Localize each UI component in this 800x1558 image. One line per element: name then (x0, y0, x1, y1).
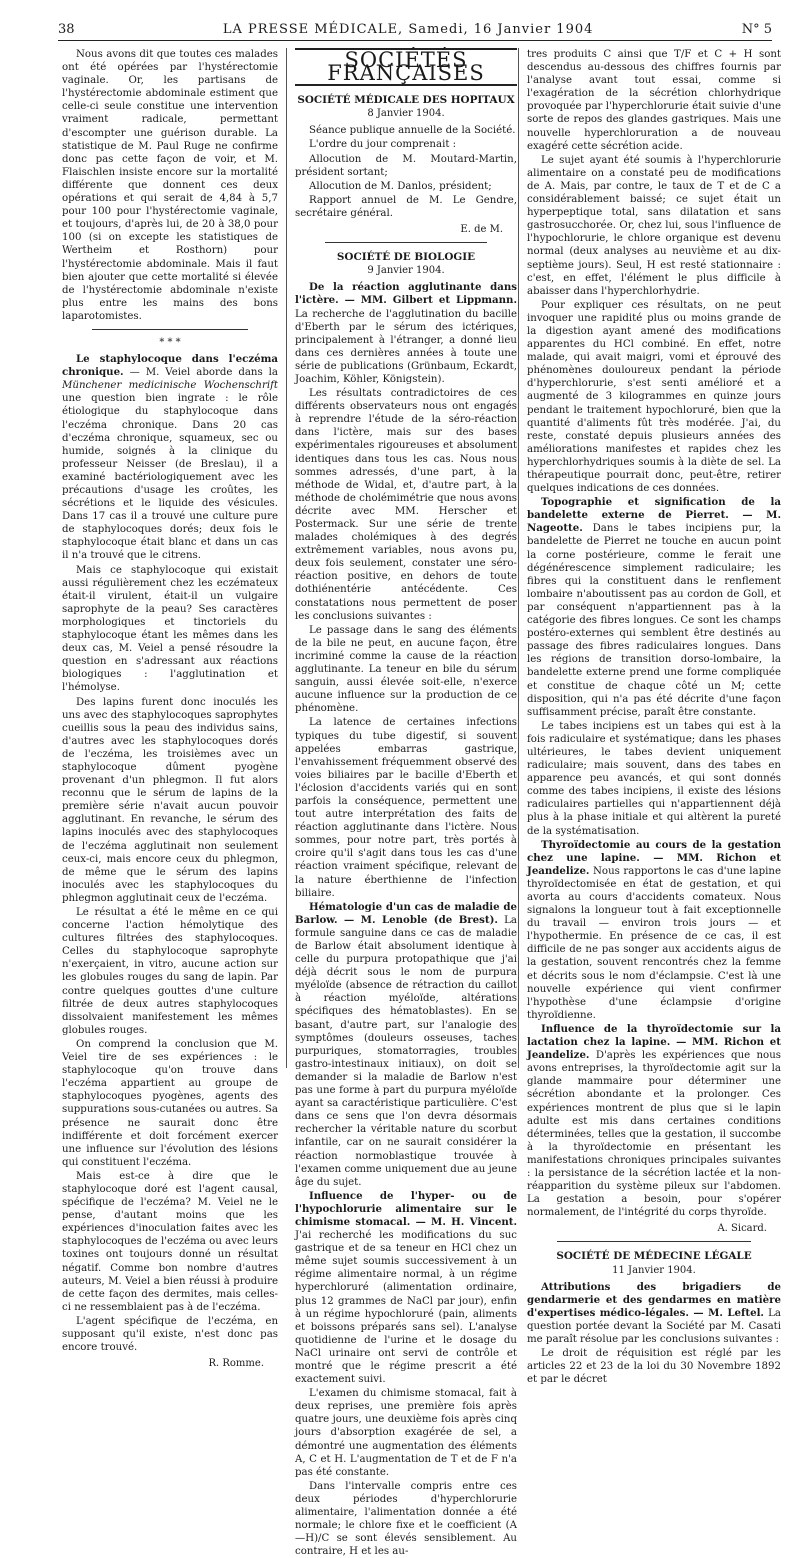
session-date: 8 Janvier 1904. (367, 108, 445, 120)
article-title: Attributions des brigadiers de gendarmerie et des gendarmes en matière d'expertises médico-légales. — M. Leftel. (527, 1280, 781, 1319)
divider (92, 329, 248, 330)
column-3 (518, 48, 781, 1386)
journal-name: Münchener medicinische Wochenschrift (62, 380, 278, 392)
article-title: Hématologie d'un cas de maladie de Barlow. — M. Lenoble (de Brest). (295, 900, 517, 926)
article-agglutination (295, 281, 517, 386)
text-run: La question portée devant la Société par M. Casati me paraît résolue par les conclusions suivantes : (527, 1307, 781, 1345)
issue-number: N° 5 (741, 21, 772, 37)
paragraph: Mais ce staphylocoque qui existait aussi régulièrement chez les eczémateux était-il virulent, était-il un vulgaire saprophyte de la peau? Ses caractères morphologiques et tinctoriels du staphylocoque étant les mêmes dans les deux cas, M. Veiel a pensé résoudre la question en s'adressant aux réactions biologiques : l'agglutination et l'hémolyse. (62, 564, 278, 694)
paragraph: Des lapins furent donc inoculés les uns avec des staphylocoques saprophytes cueillis sous la peau des individus sains, d'autres avec les staphylocoques dorés de l'eczéma, les troisièmes avec un staphylocoque dûment pyogène provenant d'un phlegmon. Il fut alors reconnu que le sérum de lapins de la première série n'avait aucun pouvoir agglutinant. En revanche, le sérum des lapins inoculés avec des staphylocoques de l'eczéma agglutinait non seulement ceux-ci, mais encore ceux du phlegmon, de même que le sérum des lapins inoculés avec les staphylocoques du phlegmon agglutinait ceux de l'eczéma. (62, 696, 278, 904)
society-title: SOCIÉTÉ MÉDICALE DES HOPITAUX (297, 94, 515, 107)
society-title: SOCIÉTÉ DE BIOLOGIE (336, 251, 476, 264)
article-title: Influence de la thyroïdectomie sur la lactation chez la lapine. — MM. Richon et Jeandelize. (527, 1022, 781, 1062)
text-run: La formule sanguine dans ce cas de maladie de Barlow était absolument identique à celle du purpura protopathique que j'ai déjà décrit sous le nom de purpura myéloïde (absence de rétraction du caillot à réaction myéloïde, altérations spécifiques des hématoblastes). En se basant, d'autre part, sur l'analogie des symptômes (douleurs osseuses, taches purpuriques, stomatorragies, troubles gastro-intestinaux initiaux), on doit se demander si la maladie de Barlow n'est pas une forme à part du purpura myéloïde ayant sa caractéristique particulière. C'est dans ce sens que l'on devra désormais rechercher la véritable nature du scorbut infantile, car on ne saurait considérer la réaction normoblastique trouvée à l'examen comme uniquement due au jeune âge du sujet. (295, 914, 517, 1188)
paragraph: Le tabes incipiens est un tabes qui est à la fois radiculaire et systématique; dans les phases ultérieures, le tabes devient uniquement radiculaire; mais souvent, dans des tabes en apparence peu avancés, et qui sont donnés comme des tabes incipiens, il existe des lésions radiculaires partielles qui n'appartiennent déjà plus à la phase initiale et qui altèrent la pureté de la systématisation. (527, 720, 781, 837)
paragraph: Le résultat a été le même en ce qui concerne l'action hémolytique des cultures filtrées des staphylocoques. Celles du staphylocoque saprophyte n'exerçaient, in vitro, aucune action sur les globules rouges du sang de lapin. Par contre quelques gouttes d'une culture filtrée de deux autres staphylocoques dissolvaient manifestement les mêmes globules rouges. (62, 907, 278, 1036)
list-item: Rapport annuel de M. Le Gendre, secrétaire général. (295, 194, 517, 219)
society-title: SOCIÉTÉ DE MÉDECINE LÉGALE (556, 1250, 752, 1263)
paragraph: Les résultats contradictoires de ces différents observateurs nous ont engagés à reprendre l'étude de la séro-réaction dans l'ictère, mais sur des bases expérimentales rigoureuses et absolument identiques dans tous les cas. Nous nous sommes adressés, d'une part, à la méthode de Widal, et, d'autre part, à la méthode de cholémimétrie que nous avons décrite avec MM. Herscher et Postermack. Sur une série de trente malades cholémiques à des degrés extrêmement variables, nous avons pu, deux fois seulement, constater une séro-réaction positive, en dehors de toute dothiénentérie antécédente. Ces constatations nous permettent de poser les conclusions suivantes : (295, 388, 517, 622)
article-hematology (295, 901, 517, 1189)
divider (557, 1241, 751, 1242)
paragraph: Mais est-ce à dire que le staphylocoque doré est l'agent causal, spécifique de l'eczéma? M. Veiel ne le pense, d'autant moins que les expériences d'inoculation faites avec les staphylocoques de l'eczéma ou avec leurs toxines ont toujours donné un résultat négatif. Comme bon nombre d'autres auteurs, M. Veiel a bien réussi à produire de cette façon des dermites, mais celles-ci ne ressemblaient pas à de l'eczéma. (62, 1170, 278, 1313)
article-title: Thyroïdectomie au cours de la gestation chez une lapine. — MM. Richon et Jeandelize. (527, 838, 781, 877)
paragraph: Le sujet ayant été soumis à l'hyperchlorurie alimentaire on a constaté peu de modifications de A. Mais, par contre, le taux de T et de C a considérablement baissé; ce sujet était un hyperpeptique total, sans dilatation et sans gastrosucchorée. Or, chez lui, sous l'influence de l'hypochlorurie, le chlore organique est devenu normal (deux analyses au neuvième et au dix-septième jours). Seul, H est resté stationnaire : c'est, en effet, l'élément le plus difficile à abaisser dans l'hyperchlorhydrie. (527, 154, 781, 297)
article-topographie (527, 496, 781, 719)
list-item: L'ordre du jour comprenait : (309, 139, 457, 151)
session-date: 9 Janvier 1904. (367, 265, 445, 277)
journal-title: LA PRESSE MÉDICALE, Samedi, 16 Janvier 1904 (222, 21, 594, 37)
text-run: J'ai recherché les modifications du suc gastrique et de sa teneur en HCl chez un même sujet soumis successivement à un régime alimentaire normal, à un régime hyperchloruré (alimentation ordinaire, plus 12 grammes de NaCl par jour), enfin à un régime hypochloruré (pain, aliments et boissons préparés sans sel). L'analyse quotidienne de l'urine et le dosage du NaCl urinaire ont servi de contrôle et montré que le régime prescrit a été exactement suivi. (295, 1230, 517, 1386)
paragraph: Dans l'intervalle compris entre ces deux périodes d'hyperchlorurie alimentaire, l'alimentation donnée a été normale; le chlore fixe et le coefficient (A—H)/C se sont élevés sensiblement. Au contraire, H et les au- (295, 1480, 517, 1558)
paragraph: L'agent spécifique de l'eczéma, en supposant qu'il existe, n'est donc pas encore trouvé. (62, 1315, 278, 1354)
column-1 (62, 48, 278, 1370)
divider (325, 242, 487, 243)
article-staph-intro (62, 353, 278, 563)
paragraph: tres produits C ainsi que T/F et C + H sont descendus au-dessous des chiffres fournis par l'analyse avant tout essai, comme si l'exagération de la sécrétion chlorhydrique provoquée par l'hyperchlorurie était suivie d'une sorte de repos des glandes gastriques. Mais une nouvelle hyperchloruration a de nouveau exagéré cette sécrétion acide. (527, 49, 781, 152)
column-2 (286, 48, 517, 1558)
text-run: La recherche de l'agglutination du bacille d'Eberth par le sérum des ictériques, principalement à l'étranger, a donné lieu dans ces dernières années à toute une série de publications (Grünbaum, Eckardt, Joachim, Köhler, Königstein). (295, 308, 517, 385)
signature: E. de M. (460, 224, 503, 236)
page-number: 38 (58, 21, 75, 37)
signature: A. Sicard. (717, 1223, 767, 1235)
text-run: D'après les expériences que nous avons entreprises, la thyroïdectomie agit sur la glande mammaire pour déterminer une sécrétion abondante et la prolonger. Ces expériences montrent de plus que si le lapin adulte est mis dans certaines conditions déterminées, telles que la gestation, il succombe à la thyroïdectomie en présentant les manifestations chroniques principales suivantes : la persistance de la sécrétion lactée et la non-réapparition du système pileux sur l'abdomen. La gestation a besoin, pour s'opérer normalement, de l'intégrité du corps thyroïde. (527, 1050, 781, 1219)
article-title: Le staphylocoque dans l'eczéma chronique. (62, 353, 278, 379)
paragraph: La latence de certaines infections typiques du tube digestif, si souvent appelées embarras gastrique, l'envahissement fréquemment observé des voies biliaires par le bacille d'Eberth et l'éclosion d'accidents variés qui en sont parfois la conséquence, permettent une tout autre interprétation des faits de réaction agglutinante dans l'ictère. Nous sommes, pour notre part, très portés à croire qu'il s'agit dans tous les cas d'une réaction vraiment spécifique, relevant de la nature éberthienne de l'infection biliaire. (295, 717, 517, 899)
asterism: * * * (159, 336, 181, 348)
paragraph: Nous avons dit que toutes ces malades ont été opérées par l'hystérectomie vaginale. Or, les partisans de l'hystérectomie abdominale estiment que celle-ci seule constitue une intervention vraiment radicale, permettant d'escompter une guérison durable. La statistique de M. Paul Ruge ne confirme donc pas cette façon de voir, et M. Flaischlen insiste encore sur la mortalité différente que donnent ces deux opérations et qui serait de 4,84 à 5,7 pour 100 pour l'hystérectomie vaginale, et toujours, d'après lui, de 20 à 38,0 pour 100 (si on excepte les statistiques de Wertheim et Rosthorn) pour l'hystérectomie abdominale. Mais il faut bien ajouter que cette mortalité si élevée de l'hystérectomie abdominale n'existe plus entre les mains des bons laparotomistes. (62, 49, 278, 322)
list-item: Séance publique annuelle de la Société. (309, 125, 516, 137)
paragraph: On comprend la conclusion que M. Veiel tire de ses expériences : le staphylocoque qu'on trouve dans l'eczéma appartient au groupe de staphylocoques pyogènes, agents des suppurations sous-cutanées ou autres. Sa présence ne saurait donc être indifférente et doit forcément exercer une influence sur l'évolution des lésions qui constituent l'eczéma. (62, 1038, 278, 1168)
article-hyperchlorurie (295, 1190, 517, 1386)
article-thyroidectomie (527, 839, 781, 1022)
paragraph: Le droit de réquisition est réglé par les articles 22 et 23 de la loi du 30 Novembre 1892 et par le décret (527, 1348, 781, 1386)
text-run: Nous rapportons le cas d'une lapine thyroïdectomisée en état de gestation, et qui avorta au cours d'accidents comateux. Nous signalons la longueur tout à fait exceptionnelle du travail — environ trois jours — et l'hypothermie. En présence de ce cas, il est difficile de ne pas songer aux accidents aigus de la gestation, souvent rencontrés chez la femme et décrits sous le nom d'éclampsie. C'est là une nouvelle expérience qui vient confirmer l'hypothèse d'une éclampsie d'origine thyroïdienne. (527, 865, 781, 1021)
article-title: Topographie et signification de la bandelette externe de Pierret. — M. Nageotte. (527, 496, 781, 535)
section-title: SOCIÉTÉS FRANÇAISES (295, 48, 517, 86)
text-run: — M. Veiel aborde dans la (129, 367, 278, 379)
paragraph: Le passage dans le sang des éléments de la bile ne peut, en aucune façon, être incriminé comme la cause de la réaction agglutinante. La teneur en bile du sérum sanguin, aussi élevée soit-elle, n'exerce aucune influence sur la production de ce phénomène. (295, 624, 517, 715)
article-lactation (527, 1023, 781, 1219)
text-run: une question bien ingrate : le rôle étiologique du staphylocoque dans l'eczéma chronique. Dans 20 cas d'eczéma chronique, squameux, sec ou humide, soignés à la clinique du professeur Neisser (de Breslau), il a examiné bactériologiquement avec les précautions d'usage les croûtes, les sécrétions et le liquide des vésicules. Dans 17 cas il a trouvé une culture pure de staphylocoques dorés; deux fois le staphylocoque était blanc et dans un cas il n'a trouvé que le citrens. (62, 393, 278, 562)
paragraph: Pour expliquer ces résultats, on ne peut invoquer une rapidité plus ou moins grande de la digestion ayant amené des modifications apparentes du HCl combiné. En effet, notre malade, qui avait maigri, vomi et éprouvé des phénomènes douloureux pendant la période d'hyperchlorurie, s'est senti amélioré et a augmenté de 3 kilogrammes en quinze jours pendant le traitement hypochloruré, bien que la quantité d'aliments fût très modérée. J'ai, du reste, constaté depuis plusieurs années des améliorations manifestes et rapides chez les hyperchlorhydriques soumis à la diète de sel. La thérapeutique pourrait donc, peut-être, retirer quelques indications de ces données. (527, 299, 781, 495)
article-title: Influence de l'hyper- ou de l'hypochlorurie alimentaire sur le chimisme stomacal. — M. H. Vincent. (295, 1189, 517, 1228)
list-item: Allocution de M. Danlos, président; (309, 180, 492, 192)
page-header (58, 18, 772, 41)
article-title: De la réaction agglutinante dans l'ictère. — MM. Gilbert et Lippmann. (295, 281, 517, 307)
paragraph: L'examen du chimisme stomacal, fait à deux reprises, une première fois après quatre jours, une deuxième fois après cinq jours d'absorption exagérée de sel, a démontré une augmentation des éléments A, C et H. L'augmentation de T et de F n'a pas été constante. (295, 1388, 517, 1478)
session-date: 11 Janvier 1904. (612, 1264, 696, 1276)
text-run: Dans le tabes incipiens pur, la bandelette de Pierret ne touche en aucun point la corne postérieure, comme le ferait une dégénérescence simplement radiculaire; les fibres qui la constituent dans le renflement lombaire n'aboutissent pas au cordon de Goll, et par conséquent n'appartiennent pas à la catégorie des fibres longues. Ce sont les champs postéro-externes qui semblent être destinés au passage des fibres radiculaires longues. Dans les régions de transition dorso-lombaire, la bandelette externe prend une forme compliquée et constitue de chaque côté un M; cette disposition, qui n'a pas été décrite d'une façon suffisamment précise, paraît être constante. (527, 523, 781, 718)
list-item: Allocution de M. Moutard-Martin, président sortant; (295, 153, 517, 178)
article-attributions (527, 1281, 781, 1346)
signature: R. Romme. (208, 1358, 264, 1370)
